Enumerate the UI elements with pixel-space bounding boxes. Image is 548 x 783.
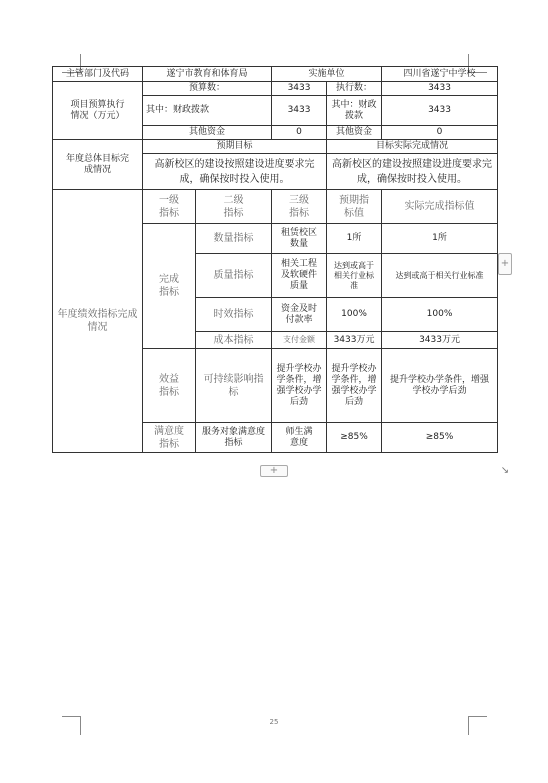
quantity-actual[interactable]: 1所: [382, 224, 498, 254]
cost-l3[interactable]: 支付金额: [272, 332, 327, 349]
quantity-expected[interactable]: 1所: [327, 224, 382, 254]
fin-exec[interactable]: 3433: [382, 96, 498, 126]
other-exec-label[interactable]: 其他资金: [327, 126, 382, 140]
time-expected[interactable]: 100%: [327, 298, 382, 332]
time-label[interactable]: 时效指标: [196, 298, 272, 332]
unit-value[interactable]: 四川省遂宁中学校: [382, 67, 498, 82]
fin-label[interactable]: 其中：财政拨款: [143, 96, 272, 126]
budget-value[interactable]: 3433: [272, 82, 327, 96]
exec-value[interactable]: 3433: [382, 82, 498, 96]
plus-icon: +: [500, 258, 510, 269]
table-row: [53, 82, 498, 96]
dept-label[interactable]: 主管部门及代码: [53, 67, 143, 82]
fin-exec-label[interactable]: 其中：财政拨款: [327, 96, 382, 126]
benefit-label[interactable]: 效益指标: [143, 349, 196, 423]
quality-l3[interactable]: 相关工程及软硬件质量: [272, 254, 327, 298]
sustain-actual[interactable]: 提升学校办学条件，增强学校办学后劲: [382, 349, 498, 423]
crop-mark-bottom-left: [62, 716, 81, 735]
satisfaction-label[interactable]: 满意度指标: [143, 423, 196, 453]
table-row: [53, 190, 498, 224]
indicators-title[interactable]: 年度绩效指标完成情况: [53, 190, 143, 453]
budget-label[interactable]: 预算数：: [143, 82, 272, 96]
col-actual[interactable]: 实际完成指标值: [382, 190, 498, 224]
sustain-expected[interactable]: 提升学校办学条件，增强学校办学后劲: [327, 349, 382, 423]
time-l3[interactable]: 资金及时付款率: [272, 298, 327, 332]
other-budget[interactable]: 0: [272, 126, 327, 140]
service-label[interactable]: 服务对象满意度指标: [196, 423, 272, 453]
expected-text[interactable]: 高新校区的建设按照建设进度要求完成，确保按时投入使用。: [143, 154, 327, 190]
quality-expected[interactable]: 达到或高于相关行业标准: [327, 254, 382, 298]
crop-mark-bottom-right: [468, 716, 487, 735]
completion-label[interactable]: 完成指标: [143, 224, 196, 349]
col-l3[interactable]: 三级指标: [272, 190, 327, 224]
service-actual[interactable]: ≥85%: [382, 423, 498, 453]
unit-label[interactable]: 实施单位: [272, 67, 382, 82]
quantity-label[interactable]: 数量指标: [196, 224, 272, 254]
performance-table[interactable]: [52, 66, 498, 453]
resize-icon[interactable]: ↘: [500, 465, 510, 476]
fin-budget[interactable]: 3433: [272, 96, 327, 126]
add-row-button[interactable]: [260, 465, 288, 477]
time-actual[interactable]: 100%: [382, 298, 498, 332]
col-l1[interactable]: 一级指标: [143, 190, 196, 224]
col-l2[interactable]: 二级指标: [196, 190, 272, 224]
table-row: [53, 140, 498, 154]
expected-head[interactable]: 预期目标: [143, 140, 327, 154]
budget-title[interactable]: 项目预算执行情况（万元）: [53, 82, 143, 140]
page-number: 25: [269, 718, 279, 726]
sustain-l3[interactable]: 提升学校办学条件，增强学校办学后劲: [272, 349, 327, 423]
dept-value[interactable]: 遂宁市教育和体育局: [143, 67, 272, 82]
other-exec[interactable]: 0: [382, 126, 498, 140]
add-column-button[interactable]: [498, 253, 512, 275]
plus-icon: +: [269, 465, 279, 476]
quantity-l3[interactable]: 租赁校区数量: [272, 224, 327, 254]
quality-label[interactable]: 质量指标: [196, 254, 272, 298]
sustain-label[interactable]: 可持续影响指标: [196, 349, 272, 423]
cost-expected[interactable]: 3433万元: [327, 332, 382, 349]
other-label[interactable]: 其他资金: [143, 126, 272, 140]
service-expected[interactable]: ≥85%: [327, 423, 382, 453]
actual-head[interactable]: 目标实际完成情况: [327, 140, 498, 154]
cost-label[interactable]: 成本指标: [196, 332, 272, 349]
exec-label[interactable]: 执行数：: [327, 82, 382, 96]
service-l3[interactable]: 师生满意度: [272, 423, 327, 453]
quality-actual[interactable]: 达到或高于相关行业标准: [382, 254, 498, 298]
actual-text[interactable]: 高新校区的建设按照建设进度要求完成，确保按时投入使用。: [327, 154, 498, 190]
col-expected[interactable]: 预期指标值: [327, 190, 382, 224]
overall-title[interactable]: 年度总体目标完成情况: [53, 140, 143, 190]
table-row: [53, 67, 498, 82]
cost-actual[interactable]: 3433万元: [382, 332, 498, 349]
